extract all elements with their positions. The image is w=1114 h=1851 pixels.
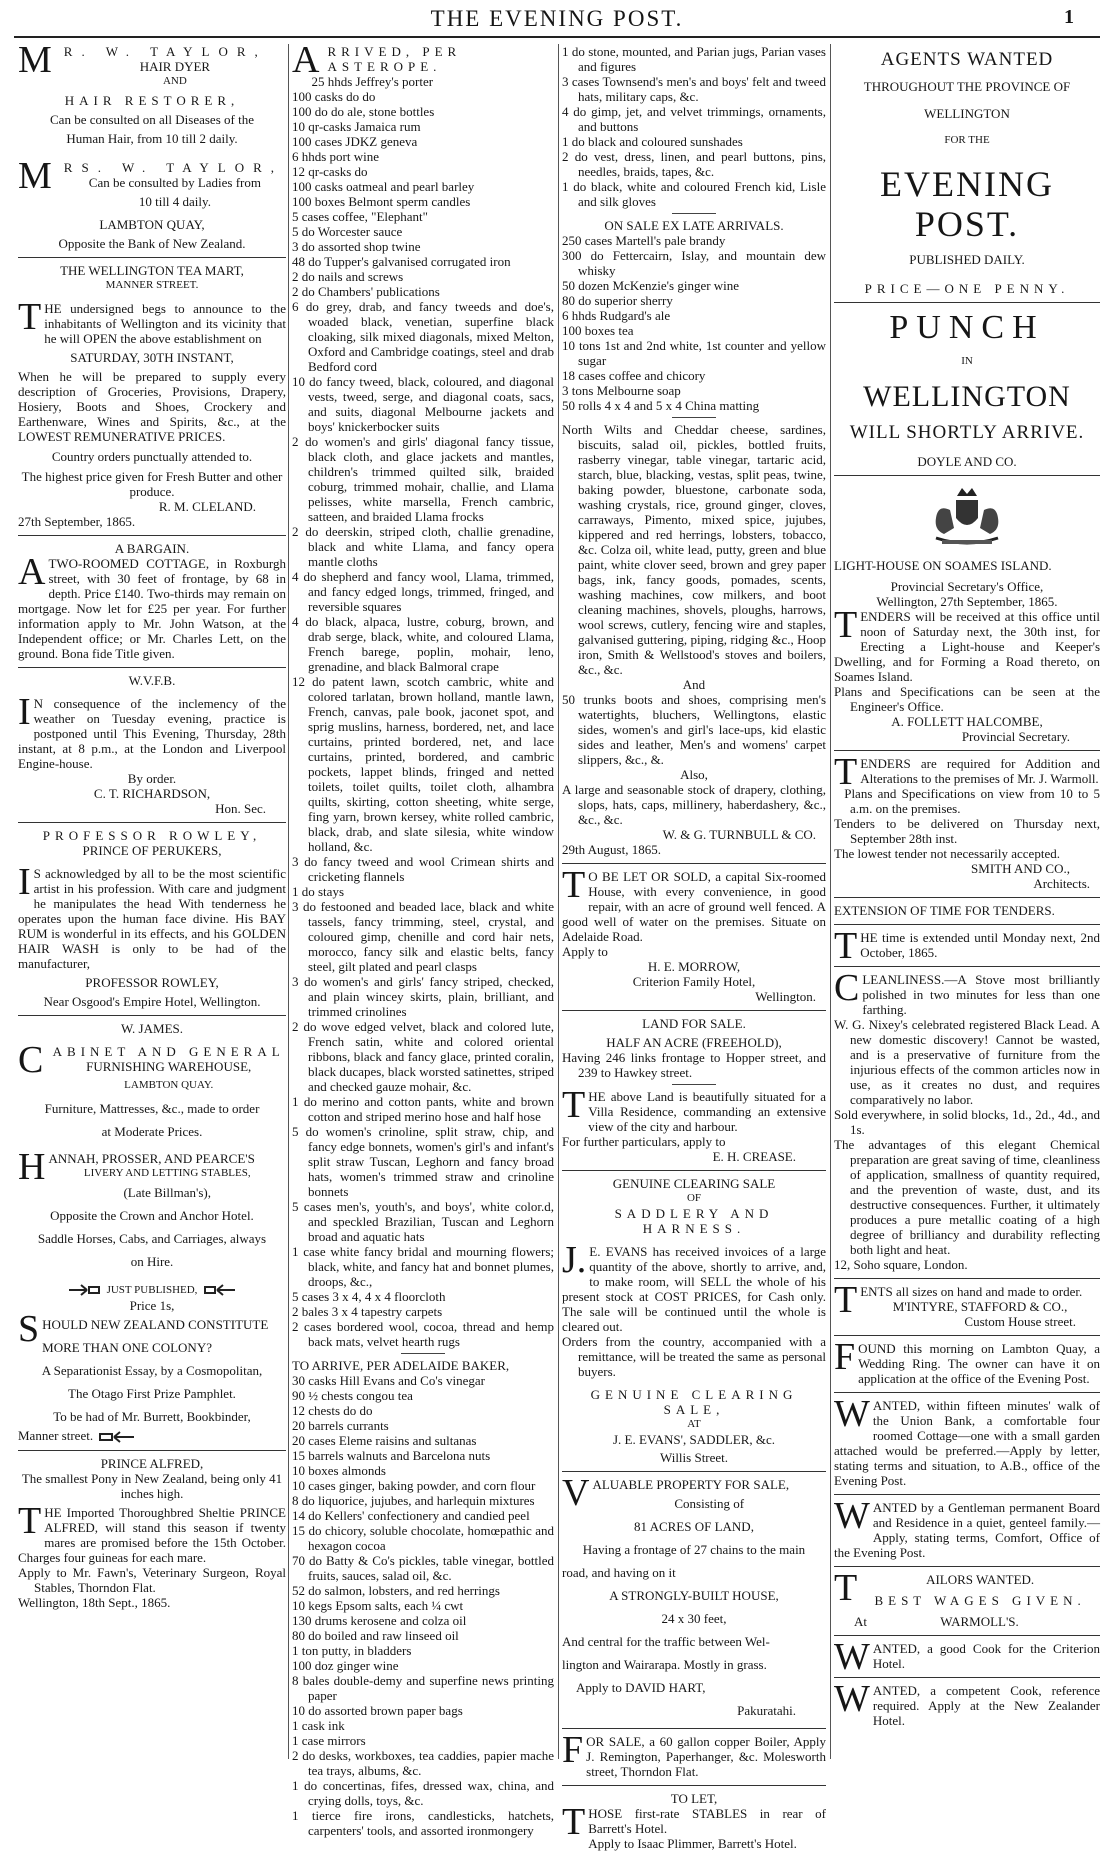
list-item: 300 do Fettercairn, Islay, and mountain dew whisky xyxy=(562,248,826,278)
ad-signature: A. FOLLETT HALCOMBE, xyxy=(891,714,1043,729)
ad-line: AND xyxy=(162,75,187,87)
ad-line: J. E. EVANS', SADDLER, &c. xyxy=(612,1432,776,1447)
ad-wanted-board xyxy=(834,1495,1100,1560)
goods-line: Also, xyxy=(680,767,708,782)
ad-body: THE undersigned begs to announce to the inhabitants of Wellington and its vicinity that he will OPEN the above establishment on xyxy=(18,296,286,346)
ad-line: Price 1s, xyxy=(129,1298,175,1314)
list-item: 3 do assorted shop twine xyxy=(292,239,421,254)
ad-line: A Separationist Essay, by a Cosmopolitan, xyxy=(41,1363,263,1379)
ad-body: Apply to Mr. Fawn's, Veterinary Surgeon, Royal Stables, Thorndon Flat. xyxy=(18,1565,286,1596)
list-item: 50 rolls 4 x 4 and 5 x 4 China matting xyxy=(562,398,760,413)
ad-line: THROUGHOUT THE PROVINCE OF xyxy=(863,79,1071,94)
pointing-hand-icon xyxy=(67,1282,103,1298)
ad-line: Apply to Isaac Plimmer, Barrett's Hotel. xyxy=(588,1836,797,1851)
list-item: 15 do chicory, soluble chocolate, homœpathic and hexagon cocoa xyxy=(292,1523,554,1553)
ad-line: Manner street. xyxy=(18,1428,94,1444)
ad-heading: PUNCH xyxy=(889,309,1045,346)
masthead-rule xyxy=(14,36,1100,38)
ad-line: Can be consulted by Ladies from xyxy=(88,175,261,190)
list-item: 8 bales double-demy and superfine news printing paper xyxy=(292,1673,554,1703)
list-item: 1 case mirrors xyxy=(292,1733,366,1748)
ad-tea-mart xyxy=(18,263,286,529)
ad-valuable-property xyxy=(562,1472,826,1722)
ad-body: THE Imported Thoroughbred Sheltie PRINCE ALFRED, will stand this season if twenty mares are promised before the 15th October. Charges four guineas for each mare. xyxy=(18,1500,286,1566)
ad-body: WANTED, a good Cook for the Criterion Hotel. xyxy=(834,1636,1100,1678)
ad-line: at Moderate Prices. xyxy=(101,1124,203,1139)
ad-line: MANNER STREET. xyxy=(105,279,199,291)
newspaper-title: THE EVENING POST. xyxy=(430,6,684,31)
ad-line: OF xyxy=(686,1192,702,1204)
ad-line: LIVERY AND LETTING STABLES, xyxy=(83,1167,251,1179)
ad-prince-alfred xyxy=(18,1456,286,1610)
list-item: 15 barrels walnuts and Barcelona nuts xyxy=(292,1448,491,1463)
royal-coat-of-arms-icon xyxy=(922,482,1012,552)
ad-line: Consisting of xyxy=(674,1496,745,1511)
ad-line: PUBLISHED DAILY. xyxy=(909,252,1025,267)
list-item: 2 do deerskin, striped cloth, challie grenadine, black and white Llama, and fancy opera mantle cloths xyxy=(292,524,554,569)
ad-tents xyxy=(834,1279,1100,1329)
ad-line: CABINET AND GENERAL xyxy=(18,1039,285,1081)
ad-body: When he will be prepared to supply every description of Groceries, Provisions, Drapery, Hosiery, Boots and Shoes, Crockery and Earthenware, Wines and Spirits, &c., at the LOWEST REMUNERATIVE PRICES. xyxy=(18,369,286,444)
ad-line: AT xyxy=(687,1418,701,1430)
arrivals-heading: TO ARRIVE, PER ADELAIDE BAKER, xyxy=(292,1358,510,1373)
ad-signature: Custom House street. xyxy=(964,1314,1076,1329)
list-item: 100 boxes tea xyxy=(562,323,634,338)
ad-line: Can be consulted on all Diseases of the xyxy=(50,112,254,127)
ad-line: HAIR RESTORER, xyxy=(64,93,240,108)
ad-signature: Pakuratahi. xyxy=(737,1703,796,1718)
ad-line: 12, Soho square, London. xyxy=(834,1257,968,1272)
ad-w-taylor xyxy=(18,39,286,146)
arrivals-list xyxy=(292,74,554,1349)
ad-body: THE time is extended until Monday next, 2nd October, 1865. xyxy=(834,925,1100,967)
ad-cook-criterion xyxy=(834,1636,1100,1678)
ad-boiler xyxy=(562,1729,826,1779)
ad-lighthouse xyxy=(834,482,1100,744)
list-item: 1 do concertinas, fifes, dressed wax, china, and crying dolls, toys, &c. xyxy=(292,1778,554,1808)
ad-line: 24 x 30 feet, xyxy=(661,1611,727,1626)
list-item: 20 cases Eleme raisins and sultanas xyxy=(292,1433,477,1448)
sale-list xyxy=(562,233,826,413)
ad-heading: TO LET, xyxy=(670,1791,718,1806)
ad-found xyxy=(834,1336,1100,1386)
ad-heading: MRS. W. TAYLOR, xyxy=(18,155,284,197)
ad-body: The advantages of this elegant Chemical preparation are great saving of time, cleanliness of application, smallness of quantity required, and the prevention of waste, dust, and its destructive consequences. Further, it ultimately produces a pure metallic coating of a high degree of brilliancy and durability reflecting both light and heat. xyxy=(834,1137,1100,1257)
ad-body: Orders from the country, accompanied with a remittance, will be treated the same as personal buyers. xyxy=(562,1334,826,1379)
ad-line: SATURDAY, 30TH INSTANT, xyxy=(70,350,234,365)
list-item: 5 cases men's, youth's, and boys', white color.d, and speckled Brazilian, Tuscan and Leghorn broad and aquatic hats xyxy=(292,1199,554,1244)
list-item: 130 drums kerosene and colza oil xyxy=(292,1613,467,1628)
ad-heading: W.V.F.B. xyxy=(128,673,176,688)
ad-line: PRICE—ONE PENNY. xyxy=(864,281,1070,296)
list-item: 1 do black and coloured sunshades xyxy=(562,134,743,149)
list-item: 10 do assorted brown paper bags xyxy=(292,1703,463,1718)
list-item: 6 hhds Rudgard's ale xyxy=(562,308,671,323)
ad-heading: AGENTS WANTED xyxy=(880,49,1054,70)
ad-date: 29th August, 1865. xyxy=(562,842,661,857)
list-item: 1 do stone, mounted, and Parian jugs, Parian vases and figures xyxy=(562,44,826,74)
ad-signature: H. E. MORROW, xyxy=(647,959,741,974)
page-number: 1 xyxy=(1064,6,1074,28)
ad-line: Country orders punctually attended to. xyxy=(51,449,253,464)
ad-signature: WARMOLL'S. xyxy=(940,1614,1019,1629)
ad-bargain xyxy=(18,541,286,661)
list-item: 10 boxes almonds xyxy=(292,1463,386,1478)
ad-heading: WELLINGTON xyxy=(863,380,1071,413)
list-item: 90 ½ chests congou tea xyxy=(292,1388,413,1403)
list-item: 100 boxes Belmont sperm candles xyxy=(292,194,471,209)
ad-body: CLEANLINESS.—A Stove most brilliantly polished in two minutes for less than one farthing. xyxy=(834,967,1100,1017)
ad-signature: Wellington. xyxy=(755,989,816,1004)
ad-signature: Provincial Secretary. xyxy=(961,729,1070,744)
ad-signature: Architects. xyxy=(1033,876,1090,891)
goods-paragraph: North Wilts and Cheddar cheese, sardines, biscuits, salad oil, pickles, bottled fruits, rasberry vinegar, table vinegar, tartaric acid, starch, blue, blacking, vestas, split peas, twine, baking powder, bluestone, carbonate soda, washing crystals, rice, ground ginger, cloves, carraways, Pimento, mixed spice, jujubes, kippered and red herrings, lobsters, tobacco, &c. Colza oil, white lead, putty, green and blue paint, white clover seed, brown and grey paper bags, ink, fancy goods, pomades, scents, washing machines, cow milkers, and boot cleaning machines, shovels, ploughs, harrows, wool screws, cutlery, fencing wire and staples, galvanised guttering, piping, ridging &c., Hoop iron, Smith & Wellstood's stoves and boilers, &c., &c. xyxy=(562,422,826,677)
ad-heading: LAND FOR SALE. xyxy=(642,1016,746,1031)
ad-heading: GENUINE CLEARING SALE xyxy=(612,1176,776,1191)
ad-line: Willis Street. xyxy=(659,1450,729,1465)
list-item: 4 do black, alpaca, lustre, coburg, brown, and drab serge, black, white, and coloured Llama, French barege, poplin, mohair, leno, grenadine, and black Balmoral crape xyxy=(292,614,554,674)
ad-wvfb xyxy=(18,673,286,816)
list-item: 10 do fancy tweed, black, coloured, and diagonal vests, tweed, serge, and diagonal coats, sacs, and suits, diagonal Melbourne jackets and boys' knickerbocker suits xyxy=(292,374,554,434)
ad-agents-wanted xyxy=(834,49,1100,296)
ad-body: Plans and Specifications can be seen at the Engineer's Office. xyxy=(834,684,1100,714)
column-3 xyxy=(562,44,826,1851)
column-4 xyxy=(834,44,1100,1759)
ad-signature: R. M. CLELAND. xyxy=(158,499,256,514)
masthead xyxy=(0,0,1114,34)
arrivals-list xyxy=(292,1373,554,1838)
list-item: 2 do women's and girls' diagonal fancy tissue, black cloth, and glace jackets and mantles, children's trimmed quilted silk, braided coburg, trimmed mohair, challie, and Llama pelisses, white marsella, French cambric, satteen, and braided Llama frocks xyxy=(292,434,554,524)
ad-line: Wellington, 27th September, 1865. xyxy=(876,594,1058,609)
list-item: 10 kegs Epsom salts, each ¼ cwt xyxy=(292,1598,464,1613)
list-item: 1 do black, white and coloured French kid, Lisle and silk gloves xyxy=(562,179,826,209)
column-rule xyxy=(288,44,289,1759)
list-item: 10 qr-casks Jamaica rum xyxy=(292,119,421,134)
ad-w-james xyxy=(18,1021,286,1143)
ad-body: WANTED by a Gentleman permanent Board and Residence in a quiet, genteel family.—Apply, stating terms, Comfort, Office of the Evening Post. xyxy=(834,1495,1100,1560)
ad-line: To be had of Mr. Burrett, Bookbinder, xyxy=(53,1409,251,1425)
ad-line: 81 ACRES OF LAND, xyxy=(634,1519,754,1534)
ad-body: TENTS all sizes on hand and made to order. xyxy=(834,1279,1083,1321)
list-item: 3 cases Townsend's men's and boys' felt and tweed hats, military caps, &c. xyxy=(562,74,826,104)
list-item: 5 do women's crinoline, split straw, chip, and fancy edge bonnets, women's girl's and infant's split straw Tuscan, Leghorn and fancy broad hats, women's trimmed straw and crinoline bonnets xyxy=(292,1124,554,1199)
ad-line: Apply to xyxy=(562,944,608,959)
ad-line: Apply to DAVID HART, xyxy=(576,1680,706,1695)
list-item: 50 dozen McKenzie's ginger wine xyxy=(562,278,740,293)
ad-heading: WILL SHORTLY ARRIVE. xyxy=(849,422,1085,443)
ad-mrs-w-taylor xyxy=(18,155,286,251)
list-item: 8 do liquorice, jujubes, and harlequin mixtures xyxy=(292,1493,535,1508)
list-item: 12 do patent lawn, scotch cambric, white and colored tarlatan, brown holland, mantle lawn, French, canvas, pale book, jaconet spot, and sprig muslins, harness, bordered, net, and lace curtains, printed bordered, net, and lace curtains, printed, bordered, and cambric pockets, lappet blinds, fringed and netted toilets, toilet quilts, toilet cloth, alhambra quilts, skirting, cotton sheeting, white serge, fing yarn, brown kersey, white rolled cambric, black, drab, and slate silesia, white window holland, &c. xyxy=(292,674,554,854)
list-item: 80 do superior sherry xyxy=(562,293,673,308)
column-rule xyxy=(558,44,559,1759)
sale-heading: ON SALE EX LATE ARRIVALS. xyxy=(604,218,784,233)
ad-signature: M'INTYRE, STAFFORD & CO., xyxy=(892,1299,1068,1314)
list-item: 100 doz ginger wine xyxy=(292,1658,399,1673)
list-item: 18 cases coffee and chicory xyxy=(562,368,706,383)
ad-body: TENDERS are required for Addition and Alterations to the premises of Mr. J. Warmoll. xyxy=(834,751,1100,793)
ad-heading: GENUINE CLEARING SALE, xyxy=(590,1387,798,1417)
list-item: 4 do gimp, jet, and velvet trimmings, ornaments, and buttons xyxy=(562,104,826,134)
ad-signature: Hon. Sec. xyxy=(215,801,266,816)
ad-line: FOR THE xyxy=(944,134,990,146)
list-item: 1 do merino and cotton pants, white and brown cotton and striped merino hose and half hose xyxy=(292,1094,554,1124)
ad-pamphlet xyxy=(18,1281,286,1444)
list-item: 3 do festooned and beaded lace, black and white tassels, fancy trimming, steel, crystal, and coloured gimp, chenille and cord hair nets, morocco, fancy silk and elastic belts, fancy steel, gilt plated and pearl clasps xyxy=(292,899,554,974)
ad-signature: C. T. RICHARDSON, xyxy=(93,786,211,801)
ad-heading: PROFESSOR ROWLEY, xyxy=(42,828,262,843)
ad-line: Opposite the Crown and Anchor Hotel. xyxy=(50,1208,254,1223)
ad-heading: EVENING POST. xyxy=(880,164,1054,244)
ad-heading: PRINCE ALFRED, xyxy=(100,1456,204,1472)
list-item: 2 bales 3 x 4 tapestry carpets xyxy=(292,1304,443,1319)
list-item: 70 do Batty & Co's pickles, table vinegar, bottled fruits, sauces, salad oil, &c. xyxy=(292,1553,554,1583)
list-item: 100 casks oatmeal and pearl barley xyxy=(292,179,475,194)
list-item: 30 casks Hill Evans and Co's vinegar xyxy=(292,1373,485,1388)
ad-heading: MR. W. TAYLOR, xyxy=(18,39,267,81)
arrivals-heading: ARRIVED, PER ASTEROPE. xyxy=(292,39,462,81)
ad-line: FURNISHING WAREHOUSE, xyxy=(86,1059,252,1074)
ad-body: WANTED, within fifteen minutes' walk of the Union Bank, a comfortable four roomed Cottage—one with a small garden attached would be preferred.—Apply by letter, stating terms and situation, to A.B., office of the Evening Post. xyxy=(834,1393,1100,1488)
goods-list xyxy=(562,44,826,209)
ad-body: WANTED, a competent Cook, reference required. Apply at the New Zealander Hotel. xyxy=(834,1678,1100,1728)
ad-tailors xyxy=(834,1567,1100,1629)
ad-date: 27th September, 1865. xyxy=(18,514,136,529)
list-item: 1 do stays xyxy=(292,884,344,899)
list-item: 20 barrels currants xyxy=(292,1418,389,1433)
list-item: 2 do vest, dress, linen, and pearl buttons, pins, needles, braids, tapes, &c. xyxy=(562,149,826,179)
ad-line: A STRONGLY-BUILT HOUSE, xyxy=(609,1588,779,1603)
list-item: 3 do women's and girls' fancy striped, checked, and plain wincey skirts, plain, brilliant, and trimmed crinolines xyxy=(292,974,554,1019)
ad-body: For further particulars, apply to xyxy=(562,1134,726,1149)
ad-line: HALF AN ACRE (FREEHOLD), xyxy=(606,1035,782,1050)
ad-land-for-sale xyxy=(562,1016,826,1164)
ad-line: Human Hair, from 10 till 2 daily. xyxy=(66,131,238,146)
ad-body: Sold everywhere, in solid blocks, 1d., 2d., 4d., and 1s. xyxy=(834,1107,1100,1137)
list-item: 1 cask ink xyxy=(292,1718,345,1733)
ad-heading: HANNAH, PROSSER, AND PEARCE'S xyxy=(18,1146,255,1188)
list-item: 2 do nails and screws xyxy=(292,269,404,284)
ad-extension xyxy=(834,903,1100,967)
ad-rowley xyxy=(18,828,286,1009)
ad-line: Having a frontage of 27 chains to the main xyxy=(582,1542,806,1557)
ad-line: By order. xyxy=(127,771,177,786)
ad-body: TENDERS will be received at this office until noon of Saturday next, the 30th inst, for Erecting a Light-house and Keeper's Dwelling, and for Forming a Road thereto, on Soames Island. xyxy=(834,604,1100,684)
list-item: 1 case white fancy bridal and mourning flowers; black, white, and fancy hat and bonnet plumes, droops, &c., xyxy=(292,1244,554,1289)
ad-line: IN xyxy=(961,355,973,367)
list-item: 80 do boiled and raw linseed oil xyxy=(292,1628,459,1643)
list-item: 2 cases bordered wool, cocoa, thread and hemp back mats, velvet hearth rugs xyxy=(292,1319,554,1349)
ad-body: W. G. Nixey's celebrated registered Black Lead. A new domestic discovery! Cannot be wasted, and is a preservative of furniture from the injurious effects of the common articles now in use, as it creates no dust, and requires comparatively no labor. xyxy=(834,1017,1100,1107)
ad-body: IN consequence of the inclemency of the weather on Tuesday evening, practice is postponed until This Evening, Thursday, 28th instant, at 8 p.m., at the London and Liverpool Engine-house. xyxy=(18,691,286,771)
list-item: 5 cases coffee, "Elephant" xyxy=(292,209,428,224)
ad-heading: THE WELLINGTON TEA MART, xyxy=(60,263,244,278)
ad-line: JUST PUBLISHED, xyxy=(106,1284,198,1296)
ad-body: The lowest tender not necessarily accepted. xyxy=(834,846,1060,861)
list-item: 3 tons Melbourne soap xyxy=(562,383,681,398)
ad-body: THOSE first-rate STABLES in rear of Barrett's Hotel. xyxy=(562,1801,826,1843)
ad-line: PRINCE OF PERUKERS, xyxy=(82,843,222,858)
list-item: 250 cases Martell's pale brandy xyxy=(562,233,726,248)
pointing-hand-icon xyxy=(96,1430,136,1444)
list-item: 2 do Chambers' publications xyxy=(292,284,440,299)
ad-heading: LIGHT-HOUSE ON SOAMES ISLAND. xyxy=(834,558,1052,573)
goods-paragraph: 50 trunks boots and shoes, comprising men's watertights, bluchers, Wellingtons, elastic sides, women's and girl's lace-ups, kid elastic sides and leather, Men's and womens' carpet slippers, &c., &. xyxy=(562,692,826,767)
ad-signature: SMITH AND CO., xyxy=(971,861,1070,876)
ad-signature: DOYLE AND CO. xyxy=(917,454,1017,469)
pointing-hand-icon xyxy=(201,1282,237,1298)
ad-heading: A BARGAIN. xyxy=(114,541,190,556)
list-item: 12 qr-casks do xyxy=(292,164,368,179)
ad-line: At xyxy=(854,1614,867,1629)
ad-signature: E. H. CREASE. xyxy=(712,1149,796,1164)
ad-line: LAMBTON QUAY. xyxy=(124,1079,214,1091)
ad-body: J.E. EVANS has received invoices of a large quantity of the above, shortly to arrive, and, to make room, will SELL the whole of his present stock at COST PRICES, for Cash only. The sale will be continued until the whole is cleared out. xyxy=(562,1239,826,1334)
list-item: 100 casks do do xyxy=(292,89,376,104)
ad-line: Opposite the Bank of New Zealand. xyxy=(58,236,246,251)
list-item: 14 do Kellers' confectionery and candied peel xyxy=(292,1508,530,1523)
ad-line: HAIR DYER xyxy=(139,59,211,74)
list-item: 2 do desks, workboxes, tea caddies, papier mache tea trays, albums, &c. xyxy=(292,1748,554,1778)
ad-cleanliness xyxy=(834,967,1100,1272)
list-item: 10 cases ginger, baking powder, and corn flour xyxy=(292,1478,536,1493)
column-rule xyxy=(830,44,831,1759)
list-item: 100 do do ale, stone bottles xyxy=(292,104,435,119)
ad-heading: EXTENSION OF TIME FOR TENDERS. xyxy=(834,903,1055,918)
ad-stables xyxy=(562,1791,826,1851)
list-item: 48 do Tupper's galvanised corrugated iron xyxy=(292,254,511,269)
list-item: 5 do Worcester sauce xyxy=(292,224,403,239)
list-item: 100 cases JDKZ geneva xyxy=(292,134,418,149)
ad-body: ATWO-ROOMED COTTAGE, in Roxburgh street, with 30 feet of frontage, by 68 in depth. Price £140. Two-thirds may remain on mortgage. Now let for £25 per year. For further information apply to Mr. John Watson, at the Independent office; or Mr. Charles Lett, on the ground. Bona fide Title given. xyxy=(18,551,286,661)
list-item: 6 do grey, drab, and fancy tweeds and doe's, woaded black, venetian, superfine black cloaking, silk mixed diagonals, mixed Melton, Oxford and Cambridge coatings, steel and drab Bedford cord xyxy=(292,299,554,374)
column-1 xyxy=(18,39,286,1759)
ad-heading: W. JAMES. xyxy=(120,1021,183,1036)
ad-line: The highest price given for Fresh Butter and other produce. xyxy=(21,469,283,499)
ad-line: Saddle Horses, Cabs, and Carriages, always xyxy=(37,1231,267,1246)
ad-line: LAMBTON QUAY, xyxy=(99,217,205,232)
goods-line: And xyxy=(682,677,706,692)
ad-signature: W. & G. TURNBULL & CO. xyxy=(662,827,816,842)
ad-line: And central for the traffic between Wel- xyxy=(562,1634,770,1649)
ad-to-let-house xyxy=(562,864,826,1004)
ad-body: FOR SALE, a 60 gallon copper Boiler, Apply J. Remington, Paperhanger, &c. Molesworth street, Thorndon Flat. xyxy=(562,1729,826,1779)
ad-line: WELLINGTON xyxy=(924,106,1010,121)
column-2 xyxy=(292,39,554,1838)
ad-wanted-cottage xyxy=(834,1393,1100,1488)
ad-heading: BEST WAGES GIVEN. xyxy=(874,1593,1086,1608)
ad-heading: SADDLERY AND HARNESS. xyxy=(614,1206,774,1236)
ad-body: TO BE LET OR SOLD, a capital Six-roomed House, with every convenience, in good repair, with an acre of ground well fenced. A good well of water on the premises. Situate on Adelaide Road. xyxy=(562,864,826,944)
ad-punch xyxy=(834,308,1100,469)
ad-heading: SHOULD NEW ZEALAND CONSTITUTE MORE THAN ONE COLONY? xyxy=(18,1308,269,1356)
ad-date: Wellington, 18th Sept., 1865. xyxy=(18,1595,171,1611)
ad-body: Having 246 links frontage to Hopper street, and 239 to Hawkey street. xyxy=(562,1050,826,1080)
ad-heading: TAILORS WANTED. xyxy=(834,1567,1035,1609)
ad-body: THE above Land is beautifully situated for a Villa Residence, commanding an extensive view of the city and harbour. xyxy=(562,1084,826,1134)
ad-signature: Criterion Family Hotel, xyxy=(632,974,756,989)
list-item: 1 ton putty, in bladders xyxy=(292,1643,412,1658)
ad-line: (Late Billman's), xyxy=(123,1185,211,1200)
ad-saddlery xyxy=(562,1176,826,1465)
ad-line: Near Osgood's Empire Hotel, Wellington. xyxy=(43,994,261,1009)
ad-signature: PROFESSOR ROWLEY, xyxy=(85,975,219,990)
ad-line: Furniture, Mattresses, &c., made to order xyxy=(44,1101,260,1116)
ad-heading: VALUABLE PROPERTY FOR SALE, xyxy=(562,1472,790,1514)
ad-line: Provincial Secretary's Office, xyxy=(890,579,1044,594)
list-item: 10 tons 1st and 2nd white, 1st counter and yellow sugar xyxy=(562,338,826,368)
ad-line: lington and Wairarapa. Mostly in grass. xyxy=(562,1657,767,1672)
list-item: 5 cases 3 x 4, 4 x 4 floorcloth xyxy=(292,1289,446,1304)
goods-paragraph: A large and seasonable stock of drapery, clothing, slops, hats, caps, millinery, haberdashery, &c., &c., &c. xyxy=(562,782,826,827)
list-item: 4 do shepherd and fancy wool, Llama, trimmed, and fancy edged longs, trimmed, fringed, and reversible squares xyxy=(292,569,554,614)
list-item: 52 do salmon, lobsters, and red herrings xyxy=(292,1583,500,1598)
ad-body: FOUND this morning on Lambton Quay, a Wedding Ring. The owner can have it on application at the office of the Evening Post. xyxy=(834,1336,1100,1386)
list-item: 2 do wove edged velvet, black and colored lute, French satin, white and colored oriental ribbons, black and fancy glace, printed coralin, black ducapes, black worsted satinettes, striped and checked gauze mohair, &c. xyxy=(292,1019,554,1094)
ad-line: The smallest Pony in New Zealand, being only 41 inches high. xyxy=(21,1471,283,1502)
ad-line: The Otago First Prize Pamphlet. xyxy=(68,1386,236,1402)
ad-hannah-prosser xyxy=(18,1146,286,1273)
ad-line: on Hire. xyxy=(130,1254,174,1269)
ad-body: IS acknowledged by all to be the most scientific artist in his profession. With care and judgment he manipulates the head With tenderness he operates upon the human face divine. His BAY RUM is wonderful in its effects, and his GOLDEN HAIR WASH is only to be had of the manufacturer, xyxy=(18,861,286,971)
ad-line: road, and having on it xyxy=(562,1565,676,1580)
ad-line: 10 till 4 daily. xyxy=(138,194,211,209)
ad-body: Plans and Specifications on view from 10 to 5 a.m. on the premises. xyxy=(844,786,1100,816)
list-item: 3 do fancy tweed and wool Crimean shirts and cricketing flannels xyxy=(292,854,554,884)
ad-cook-new-zealander xyxy=(834,1678,1100,1728)
list-item: 25 hhds Jeffrey's porter xyxy=(311,74,434,89)
list-item: 6 hhds port wine xyxy=(292,149,380,164)
ad-tenders xyxy=(834,751,1100,891)
ad-body: Tenders to be delivered on Thursday next, September 28th inst. xyxy=(834,816,1100,846)
list-item: 1 tierce fire irons, candlesticks, hatchets, carpenters' tools, and assorted ironmongery xyxy=(292,1808,554,1838)
list-item: 12 chests do do xyxy=(292,1403,373,1418)
